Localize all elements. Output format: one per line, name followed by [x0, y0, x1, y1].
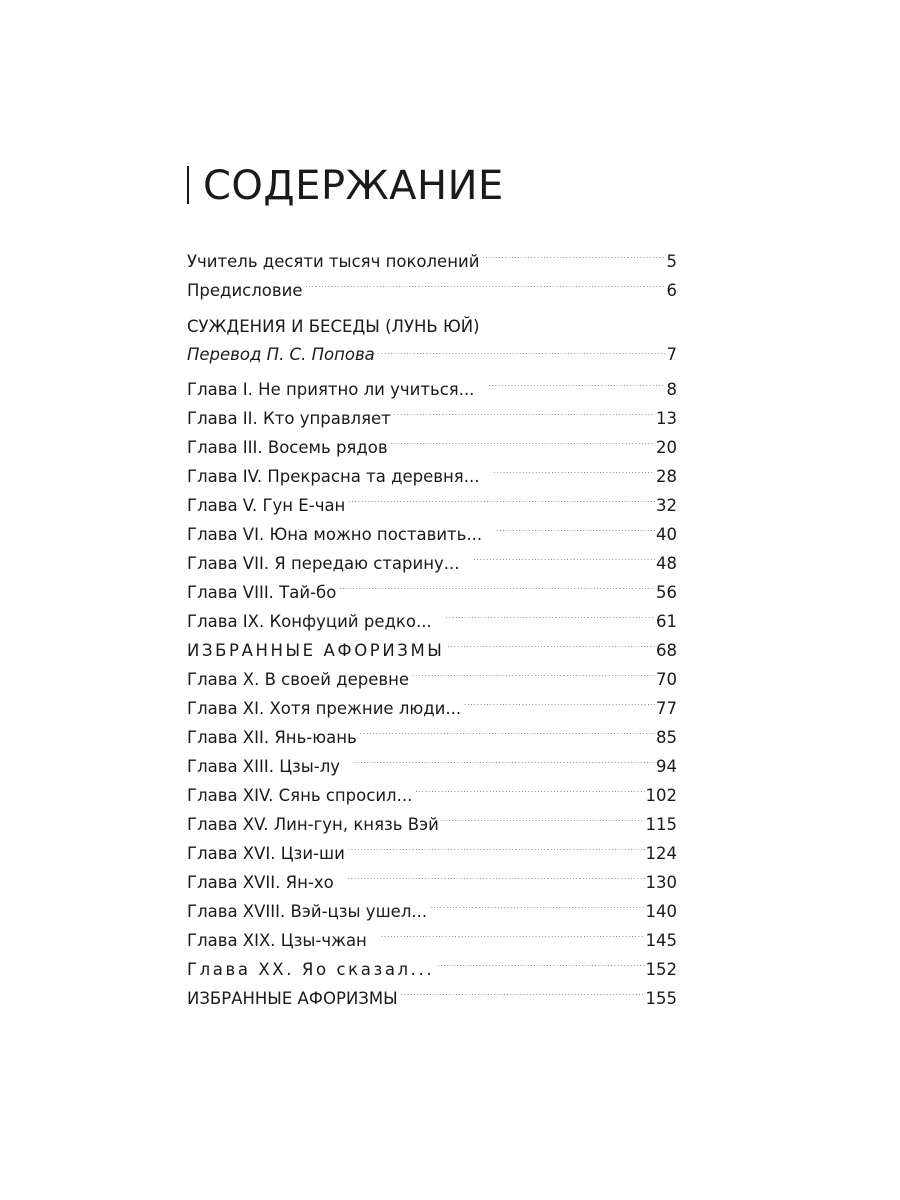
toc-entry-label: Предисловие [187, 281, 303, 300]
dot-leader [401, 975, 645, 1004]
chapter-list [187, 366, 677, 1008]
toc-entry-label: Глава VI. Юна можно поставить... [187, 525, 483, 544]
toc-entry-page: 130 [645, 873, 677, 892]
toc-entry-chapter [187, 366, 677, 399]
toc-entry-page: 124 [645, 844, 677, 863]
toc-entry-translator [187, 338, 677, 364]
toc-entry-page: 94 [656, 757, 677, 776]
toc-entry-page: 32 [656, 496, 677, 515]
toc-entry-page: 61 [656, 612, 677, 631]
toc-entry-page: 145 [645, 931, 677, 950]
toc-entry-label: Глава V. Гун Е-чан [187, 496, 346, 515]
dot-leader [488, 366, 665, 395]
dot-leader [394, 395, 655, 424]
dot-leader [305, 267, 665, 296]
toc-entry-label: Глава XV. Лин-гун, князь Вэй [187, 815, 439, 834]
toc-entry-label: Глава VIII. Тай-бо [187, 583, 337, 602]
toc-entry-label: Глава X. В своей деревне [187, 670, 410, 689]
dot-leader [447, 627, 655, 656]
table-of-contents [187, 238, 677, 1008]
toc-entry-page: 8 [666, 380, 677, 399]
toc-entry-intro [187, 238, 677, 271]
toc-entry-label: Глава IX. Конфуций редко... [187, 612, 432, 631]
dot-leader [493, 453, 655, 482]
toc-entry-label: ИЗБРАННЫЕ АФОРИЗМЫ [187, 641, 445, 660]
toc-entry-label: Глава XIII. Цзы-лу [187, 757, 341, 776]
toc-entry-label: Глава IV. Прекрасна та деревня... [187, 467, 480, 486]
toc-entry-page: 20 [656, 438, 677, 457]
toc-entry-label: Глава VII. Я передаю старину... [187, 554, 460, 573]
toc-entry-label: Глава XVI. Цзи-ши [187, 844, 345, 863]
dot-leader [482, 238, 665, 267]
dot-leader [446, 598, 655, 627]
toc-entry-page: 140 [645, 902, 677, 921]
dot-leader [437, 946, 644, 975]
section-heading: СУЖДЕНИЯ И БЕСЕДЫ (ЛУНЬ ЮЙ) [187, 317, 480, 336]
toc-entry-label: Глава XII. Янь-юань [187, 728, 357, 747]
dot-leader [464, 685, 655, 714]
toc-entry-page: 5 [666, 252, 677, 271]
title-vertical-rule [187, 166, 189, 204]
toc-entry-label: Глава XVII. Ян-хо [187, 873, 334, 892]
toc-entry-page: 155 [645, 989, 677, 1008]
toc-entry-label: ИЗБРАННЫЕ АФОРИЗМЫ [187, 989, 398, 1008]
toc-entry-label: Глава XVIII. Вэй-цзы ушел... [187, 902, 428, 921]
dot-leader [496, 511, 655, 540]
toc-entry-label: Глава I. Не приятно ли учиться... [187, 380, 475, 399]
toc-entry-label: Учитель десяти тысяч поколений [187, 252, 480, 271]
dot-leader [348, 830, 645, 859]
dot-leader [348, 482, 655, 511]
dot-leader [339, 569, 655, 598]
toc-entry-label: Глава II. Кто управляет [187, 409, 391, 428]
dot-leader [381, 917, 645, 946]
toc-entry-page: 68 [656, 641, 677, 660]
toc-entry-page: 70 [656, 670, 677, 689]
toc-entry-page: 115 [645, 815, 677, 834]
toc-entry-label: Перевод П. С. Попова [187, 345, 375, 364]
toc-entry-page: 7 [666, 345, 677, 364]
toc-entry-page: 6 [666, 281, 677, 300]
dot-leader [430, 888, 644, 917]
toc-entry-page: 102 [645, 786, 677, 805]
dot-leader [474, 540, 655, 569]
toc-entry-label: Глава XIV. Сянь спросил... [187, 786, 413, 805]
dot-leader [348, 859, 645, 888]
toc-entry-page: 85 [656, 728, 677, 747]
toc-entry-label: Глава XX. Яо сказал... [187, 960, 435, 979]
toc-entry-page: 28 [656, 467, 677, 486]
dot-leader [412, 656, 655, 685]
toc-entry-page: 13 [656, 409, 677, 428]
dot-leader [378, 338, 666, 360]
page-title: СОДЕРЖАНИЕ [203, 163, 504, 209]
toc-entry-page: 77 [656, 699, 677, 718]
toc-entry-page: 48 [656, 554, 677, 573]
dot-leader [360, 714, 655, 743]
dot-leader [415, 772, 644, 801]
toc-entry-label: Глава XI. Хотя прежние люди... [187, 699, 462, 718]
dot-leader [391, 424, 655, 453]
toc-entry-label: Глава XIX. Цзы-чжан [187, 931, 367, 950]
toc-entry-page: 152 [645, 960, 677, 979]
toc-entry-page: 40 [656, 525, 677, 544]
dot-leader [354, 743, 655, 772]
toc-entry-page: 56 [656, 583, 677, 602]
dot-leader [442, 801, 645, 830]
toc-entry-label: Глава III. Восемь рядов [187, 438, 388, 457]
